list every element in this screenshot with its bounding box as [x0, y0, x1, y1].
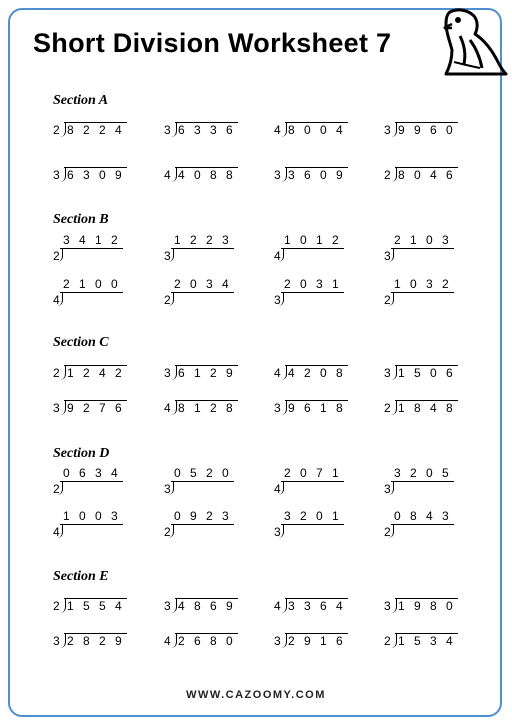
dividend: 9 6 1 8	[288, 401, 343, 415]
division-bar	[60, 248, 123, 249]
division-bar	[171, 248, 234, 249]
divisor: 2	[164, 293, 171, 307]
dividend: 2 6 8 0	[178, 634, 233, 648]
division-bar	[281, 292, 344, 293]
division-problem	[274, 277, 354, 313]
divisor: 2	[53, 249, 60, 263]
division-bar	[171, 524, 234, 525]
division-bar	[60, 481, 123, 482]
division-problem	[164, 123, 244, 159]
division-bracket	[171, 598, 177, 613]
division-bracket	[391, 633, 397, 648]
dividend: 4 2 0 8	[288, 366, 343, 380]
dividend: 9 2 7 6	[67, 401, 122, 415]
division-bar	[391, 524, 454, 525]
answer-digits: 1 0 1 2	[284, 233, 339, 247]
division-problem	[384, 123, 464, 159]
answer-digits: 1 0 0 3	[63, 509, 118, 523]
answer-digits: 3 4 1 2	[63, 233, 118, 247]
division-bracket	[171, 400, 177, 415]
answer-digits: 2 1 0 0	[63, 277, 118, 291]
division-bar	[60, 524, 123, 525]
dividend: 9 9 6 0	[398, 123, 453, 137]
answer-digits: 0 9 2 3	[174, 509, 229, 523]
dividend: 3 3 6 4	[288, 599, 343, 613]
division-problem	[164, 366, 244, 402]
division-bracket	[391, 598, 397, 613]
division-bracket	[281, 633, 287, 648]
division-problem	[164, 233, 244, 269]
dividend: 8 1 2 8	[178, 401, 233, 415]
divisor: 4	[53, 293, 60, 307]
divisor: 3	[384, 599, 391, 613]
division-problem	[53, 509, 133, 545]
division-bar	[281, 524, 344, 525]
division-problem	[53, 599, 133, 635]
divisor: 2	[53, 599, 60, 613]
division-problem	[274, 401, 354, 437]
divisor: 3	[53, 634, 60, 648]
answer-digits: 0 5 2 0	[174, 466, 229, 480]
answer-digits: 2 0 3 4	[174, 277, 229, 291]
division-bracket	[60, 400, 66, 415]
dividend: 6 3 0 9	[67, 168, 122, 182]
division-problem	[164, 401, 244, 437]
dividend: 4 8 6 9	[178, 599, 233, 613]
division-bracket	[391, 122, 397, 137]
section-label: Section D	[53, 446, 110, 461]
divisor: 4	[274, 249, 281, 263]
division-bar	[281, 248, 344, 249]
divisor: 2	[53, 366, 60, 380]
division-problem	[53, 277, 133, 313]
dividend: 8 0 0 4	[288, 123, 343, 137]
divisor: 3	[384, 123, 391, 137]
answer-digits: 0 6 3 4	[63, 466, 118, 480]
divisor: 4	[274, 599, 281, 613]
dividend: 1 2 4 2	[67, 366, 122, 380]
division-bracket	[281, 598, 287, 613]
division-problem	[274, 599, 354, 635]
divisor: 3	[274, 293, 281, 307]
section-label: Section A	[53, 93, 109, 108]
divisor: 4	[164, 168, 171, 182]
division-problem	[274, 509, 354, 545]
division-problem	[384, 634, 464, 670]
division-problem	[53, 366, 133, 402]
answer-digits: 0 8 4 3	[394, 509, 449, 523]
division-problem	[53, 634, 133, 670]
division-problem	[274, 634, 354, 670]
division-problem	[164, 634, 244, 670]
dividend: 4 0 8 8	[178, 168, 233, 182]
divisor: 2	[384, 293, 391, 307]
division-problem	[274, 168, 354, 204]
division-problem	[384, 401, 464, 437]
division-problem	[384, 509, 464, 545]
division-problem	[53, 123, 133, 159]
divisor: 3	[164, 249, 171, 263]
dividend: 2 8 2 9	[67, 634, 122, 648]
divisor: 3	[164, 123, 171, 137]
division-problem	[274, 123, 354, 159]
division-problem	[384, 277, 464, 313]
divisor: 4	[274, 366, 281, 380]
division-bracket	[60, 365, 66, 380]
answer-digits: 1 0 3 2	[394, 277, 449, 291]
divisor: 3	[274, 168, 281, 182]
section-label: Section B	[53, 212, 109, 227]
divisor: 3	[164, 482, 171, 496]
answer-digits: 1 2 2 3	[174, 233, 229, 247]
answer-digits: 2 0 7 1	[284, 466, 339, 480]
division-bracket	[391, 167, 397, 182]
division-problem	[274, 366, 354, 402]
division-bar	[391, 248, 454, 249]
divisor: 3	[384, 249, 391, 263]
divisor: 2	[384, 525, 391, 539]
dividend: 1 5 3 4	[398, 634, 453, 648]
division-bracket	[60, 167, 66, 182]
divisor: 2	[384, 401, 391, 415]
division-bracket	[171, 633, 177, 648]
division-bar	[171, 481, 234, 482]
division-problem	[53, 466, 133, 502]
dividend: 6 3 3 6	[178, 123, 233, 137]
division-bracket	[281, 122, 287, 137]
divisor: 4	[164, 634, 171, 648]
divisor: 3	[274, 401, 281, 415]
dividend: 6 1 2 9	[178, 366, 233, 380]
division-bar	[60, 292, 123, 293]
division-bracket	[171, 365, 177, 380]
divisor: 2	[53, 123, 60, 137]
worksheet-title: Short Division Worksheet 7	[33, 28, 392, 58]
dividend: 1 9 8 0	[398, 599, 453, 613]
divisor: 3	[384, 366, 391, 380]
answer-digits: 2 0 3 1	[284, 277, 339, 291]
division-problem	[384, 366, 464, 402]
divisor: 3	[53, 401, 60, 415]
division-bar	[391, 481, 454, 482]
dividend: 8 2 2 4	[67, 123, 122, 137]
division-bracket	[60, 122, 66, 137]
answer-digits: 2 1 0 3	[394, 233, 449, 247]
division-problem	[164, 466, 244, 502]
division-bracket	[281, 365, 287, 380]
division-problem	[53, 168, 133, 204]
answer-digits: 3 2 0 5	[394, 466, 449, 480]
dividend: 1 5 0 6	[398, 366, 453, 380]
division-problem	[384, 233, 464, 269]
dividend: 3 6 0 9	[288, 168, 343, 182]
division-problem	[164, 599, 244, 635]
division-bar	[281, 481, 344, 482]
division-bracket	[171, 122, 177, 137]
answer-digits: 3 2 0 1	[284, 509, 339, 523]
divisor: 4	[274, 123, 281, 137]
division-bracket	[60, 633, 66, 648]
divisor: 3	[274, 525, 281, 539]
division-problem	[164, 509, 244, 545]
divisor: 2	[384, 168, 391, 182]
divisor: 3	[53, 168, 60, 182]
dividend: 1 5 5 4	[67, 599, 122, 613]
division-bracket	[60, 598, 66, 613]
divisor: 4	[164, 401, 171, 415]
division-problem	[384, 466, 464, 502]
owl-logo-icon	[440, 6, 508, 78]
division-problem	[53, 401, 133, 437]
divisor: 2	[164, 525, 171, 539]
division-problem	[274, 233, 354, 269]
divisor: 4	[53, 525, 60, 539]
divisor: 3	[164, 366, 171, 380]
division-problem	[384, 599, 464, 635]
divisor: 2	[384, 634, 391, 648]
division-bracket	[391, 365, 397, 380]
division-bracket	[281, 167, 287, 182]
dividend: 1 8 4 8	[398, 401, 453, 415]
division-bar	[171, 292, 234, 293]
divisor: 3	[164, 599, 171, 613]
division-problem	[164, 277, 244, 313]
divisor: 3	[384, 482, 391, 496]
dividend: 8 0 4 6	[398, 168, 453, 182]
divisor: 2	[53, 482, 60, 496]
footer-url: WWW.CAZOOMY.COM	[186, 689, 326, 701]
divisor: 4	[274, 482, 281, 496]
division-problem	[164, 168, 244, 204]
dividend: 2 9 1 6	[288, 634, 343, 648]
divisor: 3	[274, 634, 281, 648]
division-problem	[384, 168, 464, 204]
section-label: Section E	[53, 569, 109, 584]
division-bracket	[391, 400, 397, 415]
section-label: Section C	[53, 335, 109, 350]
division-bracket	[171, 167, 177, 182]
division-bar	[391, 292, 454, 293]
division-problem	[53, 233, 133, 269]
division-problem	[274, 466, 354, 502]
division-bracket	[281, 400, 287, 415]
